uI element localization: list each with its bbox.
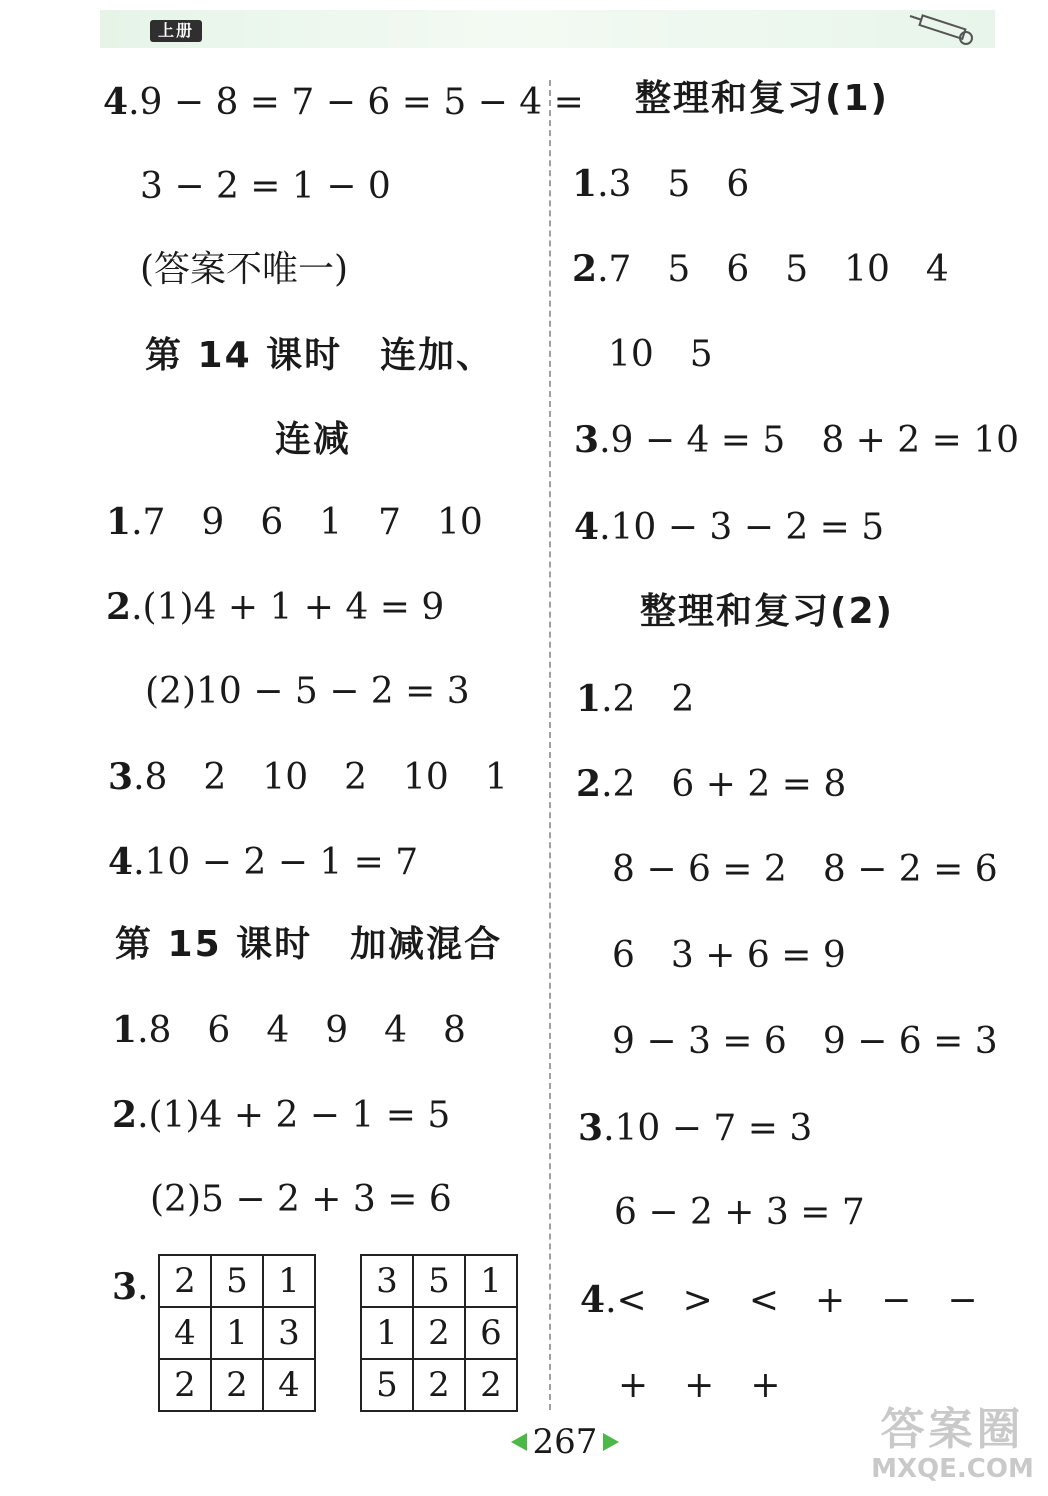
grid-cell: 3 (263, 1307, 315, 1359)
grid-cell: 6 (465, 1307, 517, 1359)
section-heading-review-1: 整理和复习(1) (635, 78, 889, 119)
grid-cell: 2 (413, 1307, 465, 1359)
grid-cell: 5 (211, 1255, 263, 1307)
grid-cell: 4 (263, 1359, 315, 1411)
grid-cell: 2 (159, 1255, 211, 1307)
answer-line: 2.2 6 + 2 = 8 (576, 763, 847, 805)
answer-line: 1.8 6 4 9 4 8 (112, 1009, 466, 1051)
pencil-icon (900, 8, 980, 48)
answer-line: 2.(1)4 + 2 − 1 = 5 (112, 1094, 451, 1136)
answer-line: 1.7 9 6 1 7 10 (106, 501, 483, 543)
page-number (505, 1420, 625, 1464)
grid-cell: 2 (159, 1359, 211, 1411)
watermark-logo: 答案圈 (880, 1404, 1025, 1455)
answer-line: 6 3 + 6 = 9 (612, 935, 846, 976)
watermark-url: MXQE.COM (871, 1454, 1034, 1484)
answer-line: 9 − 3 = 6 9 − 6 = 3 (612, 1021, 998, 1062)
answer-line: 2.(1)4 + 1 + 4 = 9 (106, 586, 445, 628)
answer-line: 4.10 − 3 − 2 = 5 (574, 506, 885, 548)
answer-line: 1.2 2 (576, 678, 695, 720)
answer-line: 3 − 2 = 1 − 0 (140, 166, 391, 207)
header-band (100, 10, 995, 48)
answer-line: 8 − 6 = 2 8 − 2 = 6 (612, 849, 998, 890)
answer-line: (2)10 − 5 − 2 = 3 (145, 671, 470, 712)
column-divider (549, 80, 551, 1410)
grid-cell: 1 (263, 1255, 315, 1307)
answer-note: (答案不唯一) (140, 249, 349, 290)
grid-cell: 5 (413, 1255, 465, 1307)
grid-cell: 2 (465, 1359, 517, 1411)
grid-cell: 3 (361, 1255, 413, 1307)
answer-line: (2)5 − 2 + 3 = 6 (150, 1179, 452, 1220)
answer-line: 3.8 2 10 2 10 1 (108, 756, 508, 798)
grid-cell: 4 (159, 1307, 211, 1359)
prev-arrow-icon (511, 1433, 527, 1451)
section-heading-14: 第 14 课时 连加、 (145, 335, 495, 376)
answer-line: 1.3 5 6 (572, 163, 750, 205)
answer-line: 4.9 − 8 = 7 − 6 = 5 − 4 = (103, 81, 584, 123)
section-heading-14-cont: 连减 (275, 419, 352, 460)
answer-line: + + + (618, 1365, 781, 1406)
section-heading-15: 第 15 课时 加减混合 (115, 924, 503, 965)
grid-cell: 1 (361, 1307, 413, 1359)
answer-line: 3. (112, 1266, 149, 1308)
next-arrow-icon (603, 1433, 619, 1451)
grid-cell: 1 (465, 1255, 517, 1307)
answer-line: 4.< > < + − − (580, 1279, 978, 1321)
number-grid-1 (158, 1254, 316, 1412)
grid-cell: 2 (211, 1359, 263, 1411)
grid-cell: 5 (361, 1359, 413, 1411)
answer-line: 3.10 − 7 = 3 (578, 1107, 813, 1149)
volume-tag: 上册 (150, 20, 202, 42)
answer-line: 3.9 − 4 = 5 8 + 2 = 10 (574, 419, 1020, 461)
answer-line: 4.10 − 2 − 1 = 7 (108, 841, 419, 883)
grid-cell: 2 (413, 1359, 465, 1411)
page-number-text: 267 (532, 1422, 598, 1462)
answer-line: 2.7 5 6 5 10 4 (572, 248, 949, 290)
answer-line: 10 5 (608, 334, 713, 375)
section-heading-review-2: 整理和复习(2) (640, 591, 894, 632)
answer-line: 6 − 2 + 3 = 7 (614, 1192, 865, 1233)
number-grid-2 (360, 1254, 518, 1412)
watermark (865, 1405, 1040, 1490)
grid-cell: 1 (211, 1307, 263, 1359)
